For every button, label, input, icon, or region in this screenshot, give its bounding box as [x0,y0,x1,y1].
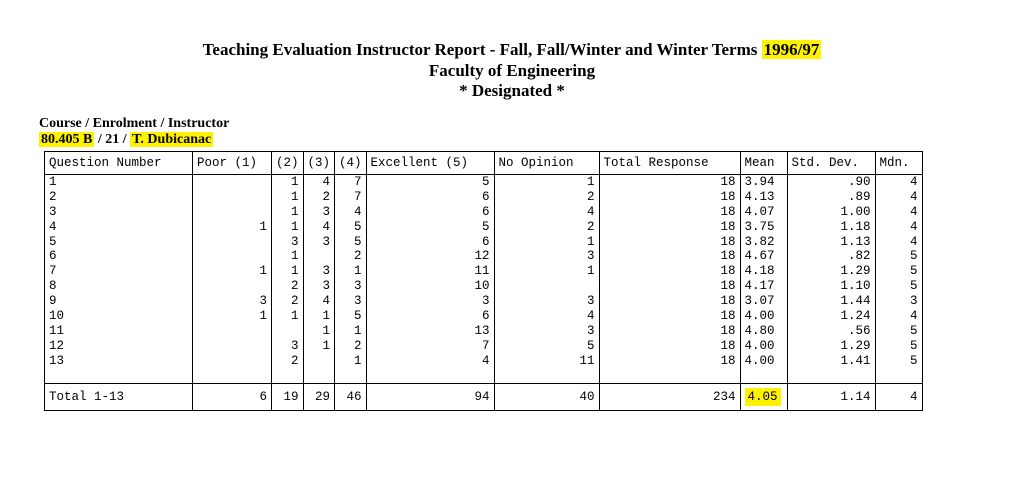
table-cell: 5 [910,323,918,338]
header-median: Mdn. [875,152,922,175]
table-cell: 5 [354,309,362,324]
table-cell: 1 [322,323,331,338]
data-block [45,175,923,369]
header-mean: Mean [740,152,787,175]
table-cell: 1 [259,219,267,234]
table-cell: 3.07 [744,294,775,309]
table-cell: .82 [848,249,871,264]
table-cell: 3 [910,294,918,309]
table-cell: 1.29 [840,264,871,279]
table-cell: 1 [354,323,362,338]
table-cell: 7 [354,175,362,189]
table-cell: 3 [354,279,362,294]
evaluation-table [44,151,923,411]
table-cell [197,279,267,294]
col-mean [740,175,787,369]
table-cell: 2 [291,353,299,368]
table-cell [197,324,267,339]
table-cell: 18 [720,353,736,368]
table-cell: 4 [910,309,918,324]
table-cell [197,235,267,250]
col-4 [335,175,367,369]
table-cell: 18 [720,294,736,309]
table-cell: 12 [49,338,65,353]
table-cell: 4.18 [744,264,775,279]
total-mean-cell [740,383,787,410]
table-cell: 3 [354,294,362,309]
table-cell: 8 [49,279,57,294]
table-cell: 18 [720,189,736,204]
table-cell: 1 [291,175,299,189]
header-std-dev: Std. Dev. [787,152,875,175]
col-median [875,175,922,369]
table-cell: 1.00 [840,204,871,219]
table-cell: 2 [354,338,362,353]
table-cell: 13 [49,353,65,368]
table-cell: 1 [587,175,595,189]
table-cell [197,339,267,354]
header-row [45,152,923,175]
col-total-response [599,175,740,369]
header-total-response: Total Response [599,152,740,175]
table-cell: 6 [49,249,57,264]
table-cell: 4.17 [744,279,775,294]
table-cell: 1 [291,189,299,204]
table-cell: 4.80 [744,323,775,338]
table-cell [308,249,331,264]
designated-label: * Designated * [459,81,565,100]
table-cell: 18 [720,219,736,234]
course-code-highlight: 80.405 B [41,132,93,147]
table-cell: 1 [291,309,299,324]
table-cell: 7 [354,189,362,204]
table-cell: 4 [482,353,490,368]
table-cell [197,205,267,220]
table-cell: 1 [587,264,595,279]
table-cell: .90 [848,175,871,189]
table-cell [197,354,267,369]
header-no-opinion: No Opinion [494,152,599,175]
table-cell: 3.75 [744,219,775,234]
table-cell: 2 [354,249,362,264]
table-cell: 1 [322,338,331,353]
table-cell: 5 [910,279,918,294]
table-cell: 5 [910,249,918,264]
total-4: 46 [335,383,367,410]
total-label: Total 1-13 [45,383,193,410]
table-cell: 2 [291,294,299,309]
table-cell: 2 [49,189,57,204]
total-row [45,383,923,410]
table-cell: 3 [322,234,331,249]
table-cell: 3 [322,204,331,219]
table-cell: 4.00 [744,338,775,353]
table-cell: 2 [587,219,595,234]
table-cell: .56 [848,323,871,338]
table-cell: 5 [354,219,362,234]
table-cell: 1 [49,175,57,189]
table-cell: 4 [322,175,331,189]
table-cell: .89 [848,189,871,204]
table-cell: 3 [322,279,331,294]
table-cell: 3 [291,234,299,249]
table-cell: 4 [354,204,362,219]
table-cell [197,249,267,264]
table-cell: 4 [587,204,595,219]
table-cell: 3 [322,264,331,279]
table-cell: 18 [720,264,736,279]
table-cell: 1 [291,249,299,264]
table-cell: 18 [720,249,736,264]
table-cell [276,324,299,339]
col-2 [272,175,304,369]
total-std-dev: 1.14 [787,383,875,410]
table-cell: 1 [259,264,267,279]
table-cell: 6 [482,204,490,219]
table-cell: 1.44 [840,294,871,309]
table-cell: 1.10 [840,279,871,294]
total-response: 234 [599,383,740,410]
table-cell: 1 [291,204,299,219]
table-cell: 18 [720,279,736,294]
table-cell: 9 [49,294,57,309]
table-cell: 4 [910,219,918,234]
course-enrolment: 21 [105,132,120,147]
table-cell: 4 [49,219,57,234]
table-cell: 3 [259,294,267,309]
header-excellent: Excellent (5) [366,152,494,175]
table-cell: 5 [354,234,362,249]
table-cell: 3 [587,249,595,264]
table-cell: 5 [482,219,490,234]
table-cell: 3 [49,204,57,219]
table-cell [308,354,331,369]
table-cell: 5 [910,338,918,353]
table-cell: 6 [482,234,490,249]
table-cell: 7 [482,338,490,353]
table-cell: 4.13 [744,189,775,204]
table-cell: 18 [720,309,736,324]
table-cell: 6 [482,309,490,324]
table-cell: 4.07 [744,204,775,219]
table-cell: 1.13 [840,234,871,249]
table-cell: 1 [322,309,331,324]
table-cell: 1 [259,309,267,324]
header-2: (2) [272,152,304,175]
table-cell: 4.00 [744,353,775,368]
table-cell: 12 [474,249,490,264]
table-cell: 3 [587,323,595,338]
table-cell: 3.94 [744,175,775,189]
table-cell: 1.24 [840,309,871,324]
table-cell: 18 [720,338,736,353]
header-poor: Poor (1) [193,152,272,175]
table-cell: 4 [322,219,331,234]
instructor-name-highlight: T. Dubicanac [132,132,212,147]
table-cell: 1.18 [840,219,871,234]
table-cell: 10 [49,309,65,324]
course-sep-1: / [94,132,106,147]
table-cell: 1 [587,234,595,249]
col-poor [193,175,272,369]
table-cell: 3 [587,294,595,309]
table-cell: 1 [354,353,362,368]
table-cell: 4 [910,204,918,219]
table-cell [197,175,267,190]
table-cell: 2 [291,279,299,294]
table-cell: 18 [720,234,736,249]
header-question-number: Question Number [45,152,193,175]
table-cell: 3.82 [744,234,775,249]
table-cell: 4.00 [744,309,775,324]
course-sep-2: / [119,132,131,147]
table-cell: 5 [587,338,595,353]
table-cell: 2 [322,189,331,204]
col-question-number [45,175,193,369]
table-cell: 4 [322,294,331,309]
report-title-text: Teaching Evaluation Instructor Report - Fall, Fall/Winter and Winter Terms [202,40,758,59]
table-cell: 18 [720,323,736,338]
table-cell: 4 [587,309,595,324]
course-label: Course / Enrolment / Instructor [39,116,230,131]
course-info [39,132,213,148]
col-3 [303,175,335,369]
table-cell: 5 [910,353,918,368]
table-cell [197,190,267,205]
table-cell: 1 [354,264,362,279]
table-cell: 7 [49,264,57,279]
table-cell: 1.41 [840,353,871,368]
table-cell: 18 [720,204,736,219]
table-cell: 5 [49,234,57,249]
table-cell: 4 [910,189,918,204]
table-cell [499,279,595,294]
table-cell: 3 [291,338,299,353]
total-mean-highlight: 4.05 [745,388,781,406]
table-cell: 6 [482,189,490,204]
table-cell: 1 [291,264,299,279]
report-year-highlight: 1996/97 [763,40,820,59]
table-cell: 4 [910,234,918,249]
table-cell: 4 [910,175,918,189]
header-4: (4) [335,152,367,175]
total-excellent: 94 [366,383,494,410]
table-cell: 2 [587,189,595,204]
col-excellent [366,175,494,369]
table-cell: 5 [910,264,918,279]
total-poor: 6 [193,383,272,410]
faculty-name: Faculty of Engineering [428,61,596,80]
total-3: 29 [303,383,335,410]
table-cell: 18 [720,175,736,189]
report-title [0,40,1024,59]
table-cell: 11 [579,353,595,368]
total-2: 19 [272,383,304,410]
table-cell: 11 [49,323,65,338]
total-median: 4 [875,383,922,410]
table-cell: 11 [474,264,490,279]
header-3: (3) [303,152,335,175]
table-cell: 1 [291,219,299,234]
spacer-row [45,369,923,384]
table-cell: 10 [474,279,490,294]
total-no-opinion: 40 [494,383,599,410]
col-no-opinion [494,175,599,369]
table-cell: 1.29 [840,338,871,353]
table-cell: 13 [474,323,490,338]
col-std-dev [787,175,875,369]
table-cell: 5 [482,175,490,189]
table-cell: 4.67 [744,249,775,264]
table-cell: 3 [482,294,490,309]
